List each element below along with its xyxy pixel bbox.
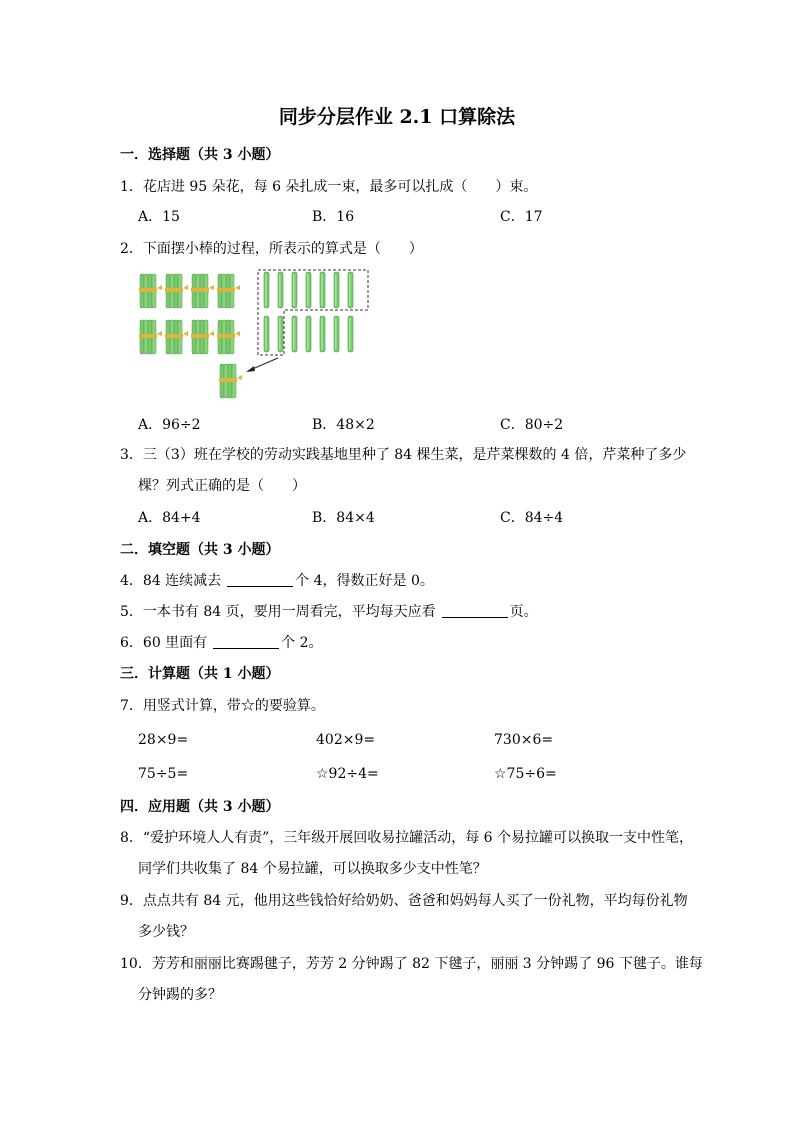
question-6-text-before: 6．60 里面有 (120, 635, 208, 651)
question-5-text-before: 5．一本书有 84 页，要用一周看完，平均每天应看 (120, 604, 436, 620)
question-1-option-b: B．16 (312, 209, 355, 225)
answer-blank[interactable] (442, 605, 508, 618)
section-heading-fill: 二．填空题（共 3 小题） (120, 542, 280, 558)
single-sticks-row-2 (264, 316, 353, 352)
arrow-icon (246, 358, 278, 372)
question-1-option-c: C．17 (500, 209, 543, 225)
question-8-line-1: 8．“爱护环境人人有责”，三年级开展回收易拉罐活动，每 6 个易拉罐可以换取一支中性笔， (120, 830, 694, 846)
bundle-result (219, 364, 242, 398)
answer-blank[interactable] (227, 574, 293, 587)
question-4-text-before: 4．84 连续减去 (120, 573, 222, 589)
section-heading-choice: 一．选择题（共 3 小题） (120, 147, 280, 163)
question-6 (120, 636, 323, 650)
calc-item: 28×9= (138, 732, 189, 748)
question-2-option-a: A．96÷2 (138, 417, 201, 433)
question-3-option-a: A．84+4 (138, 510, 201, 526)
question-4-text-after: 个 4，得数正好是 0。 (295, 573, 434, 589)
question-1-option-a: A．15 (138, 209, 180, 225)
question-5 (120, 605, 538, 619)
answer-blank[interactable] (213, 636, 279, 649)
section-heading-application: 四．应用题（共 3 小题） (120, 799, 280, 815)
question-3-option-b: B．84×4 (312, 510, 375, 526)
calc-item: 75÷5= (138, 766, 189, 782)
stick-bundles-figure (138, 262, 378, 402)
question-2-option-c: C．80÷2 (500, 417, 564, 433)
question-4 (120, 574, 434, 588)
bundles-row-1 (139, 274, 240, 308)
question-9-line-2: 多少钱？ (138, 924, 194, 940)
question-3-option-c: C．84÷4 (500, 510, 564, 526)
page-title: 同步分层作业 2.1 口算除法 (278, 106, 516, 128)
calc-item: 402×9= (316, 732, 376, 748)
question-3-stem-line-1: 3．三（3）班在学校的劳动实践基地里种了 84 棵生菜，是芹菜棵数的 4 倍，芹菜种了多少 (120, 447, 687, 463)
question-5-text-after: 页。 (509, 604, 538, 620)
question-2-option-b: B．48×2 (312, 417, 375, 433)
calc-item: ☆92÷4= (316, 766, 379, 782)
calc-item: 730×6= (494, 732, 554, 748)
single-sticks-row-1 (264, 272, 353, 308)
question-7-stem: 7．用竖式计算，带☆的要验算。 (120, 698, 325, 714)
question-3-stem-line-2: 棵？列式正确的是（ ） (138, 478, 306, 494)
question-2-stem: 2．下面摆小棒的过程，所表示的算式是（ ） (120, 241, 423, 257)
question-10-line-1: 10．芳芳和丽丽比赛踢毽子，芳芳 2 分钟踢了 82 下毽子，丽丽 3 分钟踢了 96 下毽子。谁每 (120, 956, 703, 972)
calc-item: ☆75÷6= (494, 766, 557, 782)
bundles-row-2 (139, 320, 240, 354)
question-6-text-after: 个 2。 (281, 635, 323, 651)
section-heading-calculation: 三．计算题（共 1 小题） (120, 666, 280, 682)
question-8-line-2: 同学们共收集了 84 个易拉罐，可以换取多少支中性笔？ (138, 861, 487, 877)
question-1-stem: 1．花店进 95 朵花，每 6 朵扎成一束，最多可以扎成（ ）束。 (120, 179, 538, 195)
question-10-line-2: 分钟踢的多？ (138, 987, 222, 1003)
question-9-line-1: 9．点点共有 84 元，他用这些钱恰好给奶奶、爸爸和妈妈每人买了一份礼物，平均每份礼物 (120, 893, 688, 909)
